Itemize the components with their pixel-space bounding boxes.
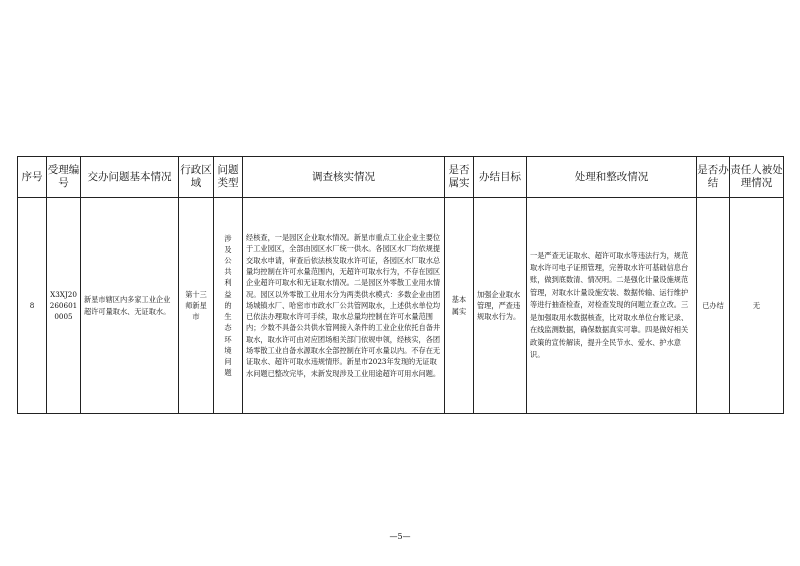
header-rectification: 处理和整改情况 (527, 157, 697, 198)
table-row (18, 198, 784, 414)
table-header-row (18, 157, 784, 198)
region-text: 第十三师新星市 (185, 289, 207, 322)
header-goal: 办结目标 (474, 157, 527, 198)
header-seq: 序号 (18, 157, 47, 198)
cell-rectification: 一是严查无证取水、超许可取水等违法行为，规范取水许可电子证照管理，完善取水许可基础信息台账，做到底数清、情况明。二是强化计量设施规范管理，对取水计量设施安装、数据传输、运行维护等进行抽查检查，对检查发现的问题立查立改。三是加强取用水数据核查，比对取水单位台账记录、在线监测数据，确保数据真实可靠。四是做好相关政策的宣传解读，提升全民节水、爱水、护水意识。 (527, 198, 697, 414)
header-region: 行政区域 (179, 157, 214, 198)
header-closed: 是否办结 (697, 157, 730, 198)
case-no-text: X3XJ202606010005 (49, 289, 78, 322)
cell-type (214, 198, 243, 414)
header-type: 问题类型 (214, 157, 243, 198)
cell-goal: 加强企业取水管理，严查违规取水行为。 (474, 198, 527, 414)
cell-closed: 已办结 (697, 198, 730, 414)
cell-seq: 8 (18, 198, 47, 414)
cell-investigation: 经核查，一是园区企业取水情况。新星市重点工业企业主要位于工业园区，全部由园区水厂统一供水。各园区水厂均依规提交取水申请，审查后依法核发取水许可证，各园区水厂取水总量均控制在许可水量范围内，无超许可取水行为，不存在园区企业超许可取水和无证取水情况。二是园区外零散工业用水情况。园区以外零散工业用水分为两类供水模式：多数企业由团场城镇水厂、哈密市市政水厂公共管网取水，上述供水单位均已依法办理取水许可手续，取水总量均控制在许可水量范围内；少数不具备公共供水管网接入条件的工业企业依托自备井取水，取水许可由对应团场相关部门依规申领，经核实，各团场零散工业自备水源取水全部控制在许可水量以内。不存在无证取水、超许可取水违规情形。新星市2023年发现的无证取水问题已整改完毕，未新发现涉及工业用途超许可用水问题。 (243, 198, 445, 414)
header-case-no: 受理编号 (47, 157, 81, 198)
cell-accountability: 无 (730, 198, 784, 414)
cell-region (179, 198, 214, 414)
page-number: —5— (389, 532, 411, 541)
header-issue: 交办问题基本情况 (81, 157, 179, 198)
case-table (17, 156, 784, 414)
header-verified: 是否属实 (445, 157, 474, 198)
type-text: 涉及公共利益的生态环境问题 (224, 233, 232, 378)
header-accountability: 责任人被处理情况 (730, 157, 784, 198)
header-investigation: 调查核实情况 (243, 157, 445, 198)
cell-verified (445, 198, 474, 414)
verified-text: 基本属实 (451, 295, 467, 316)
cell-case-no (47, 198, 81, 414)
cell-issue: 新星市辖区内多家工业企业超许可量取水、无证取水。 (81, 198, 179, 414)
